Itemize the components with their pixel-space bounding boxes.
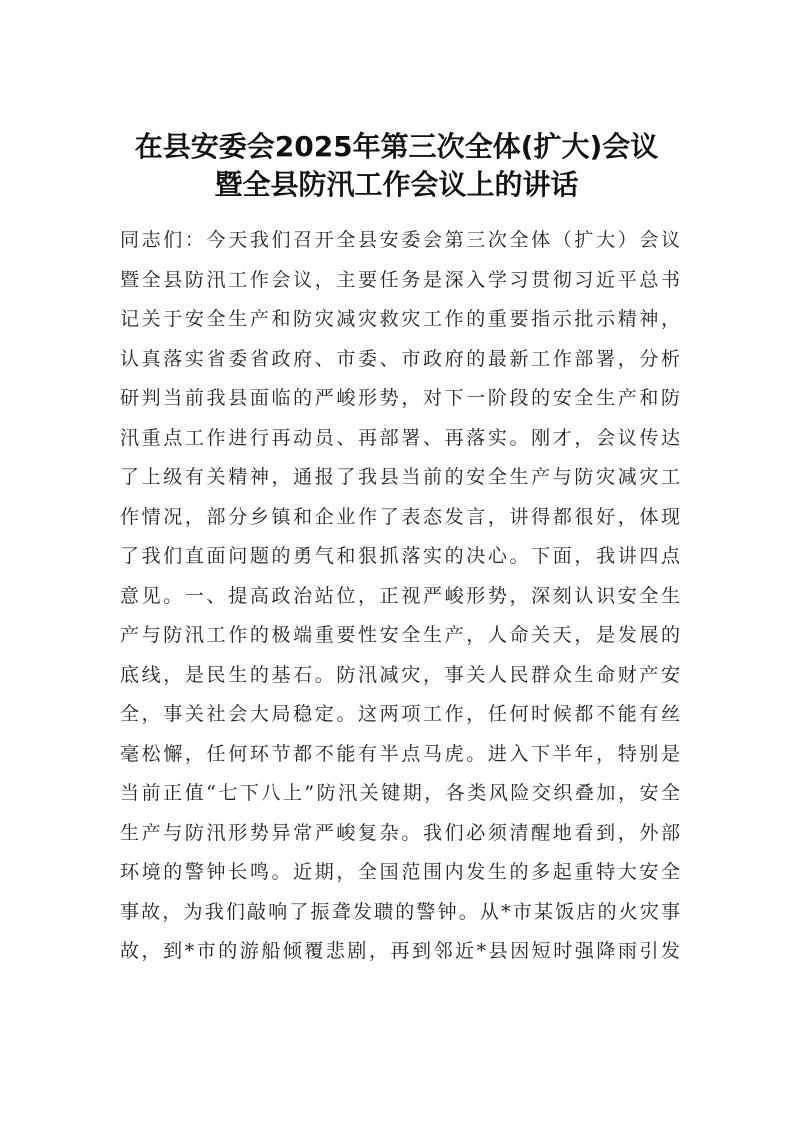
body-line: 全，事关社会大局稳定。这两项工作，任何时候都不能有丝 xyxy=(120,703,680,725)
body-line: 当前正值“七下八上”防汛关键期，各类风险交织叠加，安全 xyxy=(120,782,680,804)
body-line: 研判当前我县面临的严峻形势，对下一阶段的安全生产和防 xyxy=(120,387,680,409)
body-line: 了我们直面问题的勇气和狠抓落实的决心。下面，我讲四点 xyxy=(120,545,680,567)
body-line: 底线，是民生的基石。防汛减灾，事关人民群众生命财产安 xyxy=(120,663,680,686)
body-line: 故，到*市的游船倾覆悲剧，再到邻近*县因短时强降雨引发 xyxy=(120,940,680,962)
body-line: 产与防汛工作的极端重要性安全生产，人命关天，是发展的 xyxy=(120,624,680,646)
body-line: 生产与防汛形势异常严峻复杂。我们必须清醒地看到，外部 xyxy=(120,821,680,844)
document-title-line-1: 在县安委会2025年第三次全体(扩大)会议 xyxy=(134,130,659,163)
body-line: 环境的警钟长鸣。近期，全国范围内发生的多起重特大安全 xyxy=(120,861,680,883)
body-line: 汛重点工作进行再动员、再部署、再落实。刚才，会议传达 xyxy=(120,426,680,449)
body-line: 事故，为我们敲响了振聋发聩的警钟。从*市某饭店的火灾事 xyxy=(120,900,680,923)
body-line: 认真落实省委省政府、市委、市政府的最新工作部署，分析 xyxy=(120,347,680,370)
document-body xyxy=(120,221,680,972)
body-line: 了上级有关精神，通报了我县当前的安全生产与防灾减灾工 xyxy=(120,466,680,488)
document-title-line-2: 暨全县防汛工作会议上的讲话 xyxy=(214,168,579,201)
body-line: 暨全县防汛工作会议，主要任务是深入学习贯彻习近平总书 xyxy=(120,268,680,291)
body-line: 记关于安全生产和防灾减灾救灾工作的重要指示批示精神， xyxy=(120,308,680,330)
body-line: 同志们：今天我们召开全县安委会第三次全体（扩大）会议 xyxy=(120,229,680,251)
body-line: 意见。一、提高政治站位，正视严峻形势，深刻认识安全生 xyxy=(120,584,680,607)
body-line: 毫松懈，任何环节都不能有半点马虎。进入下半年，特别是 xyxy=(120,742,680,765)
body-line: 作情况，部分乡镇和企业作了表态发言，讲得都很好，体现 xyxy=(120,505,680,528)
